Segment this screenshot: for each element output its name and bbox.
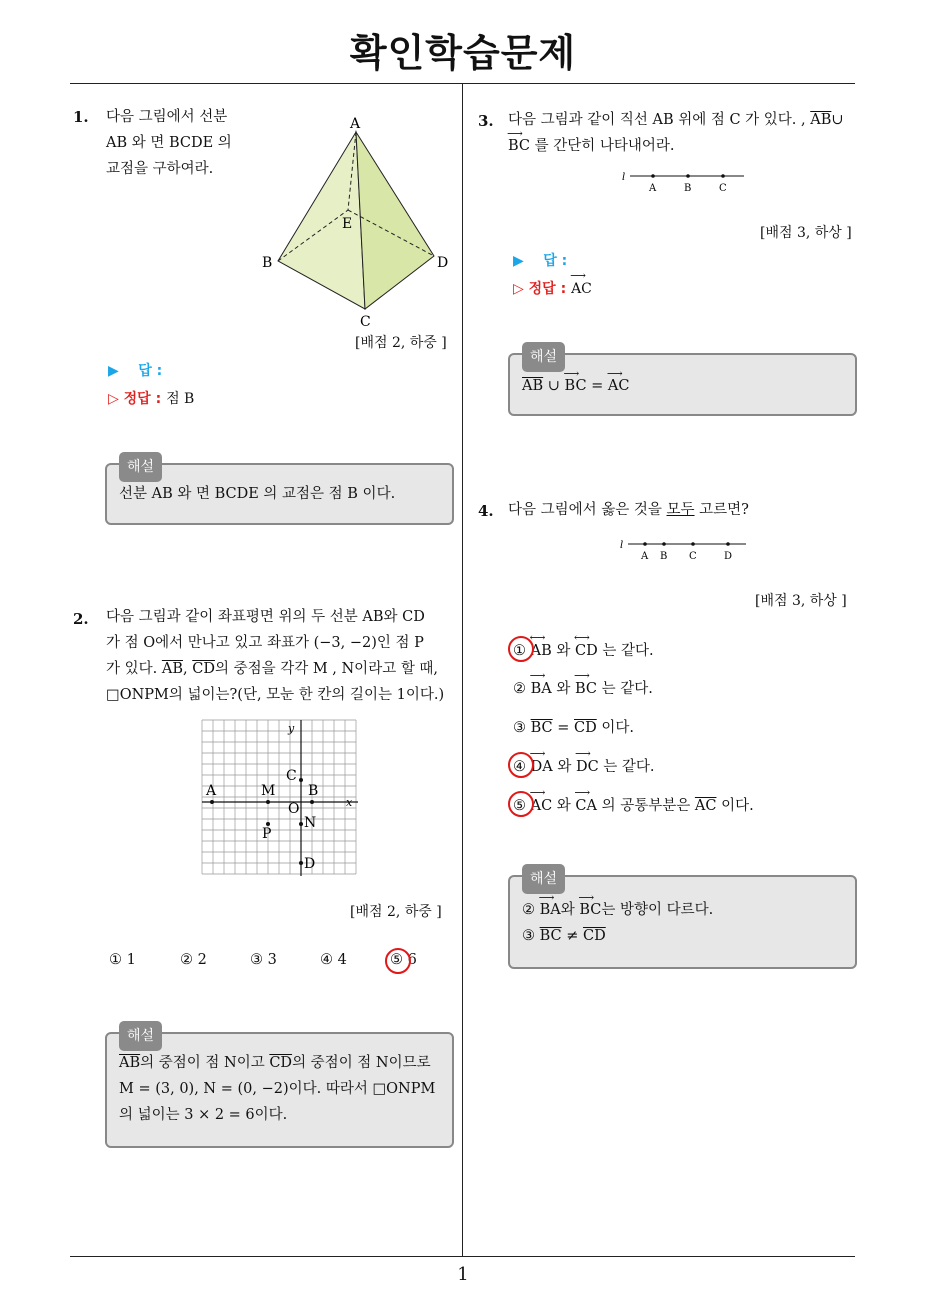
- point-d: [726, 542, 730, 546]
- q3-exp-cup: ∪: [547, 378, 560, 394]
- q2-exp-line3: 의 넓이는 3 × 2 = 6이다.: [119, 1107, 288, 1123]
- q4-exp2-num: ③: [522, 928, 535, 944]
- point-a: [651, 174, 655, 178]
- q4-text-b: 고르면?: [699, 502, 749, 518]
- q4-exp1-m: 와: [560, 902, 575, 918]
- q4-opt5-a: ⟶ AC: [531, 798, 553, 814]
- q4-exp-line1: [522, 897, 843, 923]
- q3-line2: [508, 133, 863, 159]
- label-c: C: [360, 314, 371, 330]
- triangle-outline-icon: ▷: [108, 391, 119, 407]
- label-a: A: [649, 183, 657, 194]
- q2-line3-b: 의 중점을 각각 M , N이라고 할 때,: [214, 661, 439, 677]
- point-c: [299, 778, 303, 782]
- selected-circle-icon: [508, 636, 534, 662]
- q1-correct-label: 정답 :: [123, 391, 162, 407]
- q2-line3-ab: $\overline{AB}$: [161, 661, 183, 677]
- q2-line3-comma: ,: [183, 661, 188, 677]
- q1-pyramid-figure: [258, 110, 458, 335]
- q3-line2-b: 를 간단히 나타내어라.: [534, 138, 675, 154]
- q4-exp1-num: ②: [522, 902, 535, 918]
- q2-exp-line2: M = (3, 0), N = (0, −2)이다. 따라서 □ONPM: [119, 1081, 436, 1097]
- point-b: [662, 542, 666, 546]
- q3-exp-ab: $\overline{AB}$: [522, 378, 544, 394]
- q4-opt1-e: 는 같다.: [602, 643, 654, 659]
- q4-option-5[interactable]: [513, 794, 754, 815]
- q4-explanation-tag: 해설: [522, 864, 565, 894]
- label-e: E: [342, 216, 353, 232]
- q3-line-figure: [618, 166, 748, 194]
- q2-explanation-box: [105, 1028, 454, 1148]
- q4-opt3-a: $\overline{BC}$: [530, 720, 553, 736]
- y-axis-label: y: [288, 722, 295, 735]
- label-b: B: [660, 551, 668, 562]
- q3-explanation-tag: 해설: [522, 342, 565, 372]
- q4-explanation-box: [508, 871, 857, 969]
- triangle-filled-icon: ▶: [108, 363, 119, 379]
- q4-opt4-num: ④: [513, 759, 526, 775]
- q4-opt5-e: 이다.: [721, 798, 754, 814]
- label-b: B: [308, 783, 319, 799]
- point-a: [210, 800, 214, 804]
- q2-exp-ab: $\overline{AB}$: [119, 1055, 141, 1071]
- page-number: 1: [457, 1264, 469, 1285]
- label-m: M: [261, 783, 276, 799]
- q4-line-figure: [616, 534, 750, 562]
- q4-opt2-b: ⟶ BC: [575, 681, 597, 697]
- label-p: P: [262, 826, 272, 842]
- q4-text-a: 다음 그림에서 옳은 것을: [508, 502, 662, 518]
- q2-option-2[interactable]: ② 2: [180, 952, 207, 968]
- q4-number: 4.: [478, 502, 494, 520]
- q4-exp2-m: ≠: [566, 928, 579, 944]
- q4-option-1[interactable]: [513, 639, 654, 660]
- q1-correct-value: 점 B: [166, 391, 195, 407]
- q4-exp2-a: $\overline{BC}$: [539, 928, 562, 944]
- q4-opt5-m2: 의 공통부분은: [601, 798, 691, 814]
- q2-explanation-tag: 해설: [119, 1021, 162, 1051]
- triangle-outline-icon: ▷: [513, 281, 524, 297]
- point-a: [643, 542, 647, 546]
- q4-exp1-b: ⟶ BC: [579, 897, 601, 923]
- q1-explanation-box: [105, 459, 454, 525]
- q3-correct-label: 정답 :: [528, 281, 567, 297]
- bottom-rule: [70, 1256, 855, 1257]
- q1-line1: 다음 그림에서 선분: [106, 109, 228, 125]
- q4-exp2-b: $\overline{CD}$: [583, 928, 606, 944]
- q2-line3: [106, 656, 458, 682]
- q4-exp-line2: [522, 923, 843, 949]
- point-b: [310, 800, 314, 804]
- q3-line1-a: 다음 그림과 같이 직선 AB 위에 점 C 가 있다. ,: [508, 112, 806, 128]
- q4-opt1-num: ①: [513, 643, 526, 659]
- q2-line3-cd: $\overline{CD}$: [192, 661, 215, 677]
- q4-opt4-e: 는 같다.: [603, 759, 655, 775]
- q2-line2: 가 점 O에서 만나고 있고 좌표가 (−3, −2)인 점 P: [106, 635, 424, 651]
- q4-opt3-m: =: [557, 720, 570, 736]
- q3-text: [508, 107, 863, 159]
- q2-text: [106, 604, 458, 708]
- selected-circle-icon: [508, 752, 534, 778]
- point-n: [299, 822, 303, 826]
- q2-line3-a: 가 있다.: [106, 661, 158, 677]
- q4-option-2[interactable]: [513, 677, 653, 698]
- q1-answer-label: 답 :: [138, 363, 163, 379]
- label-d: D: [724, 551, 733, 562]
- q4-score: [배점 3, 하상 ]: [755, 593, 847, 609]
- label-b: B: [684, 183, 692, 194]
- q3-exp-ac: ⟶ AC: [608, 373, 630, 399]
- selected-circle-icon: [508, 791, 534, 817]
- label-a: A: [206, 783, 217, 799]
- q4-opt4-a: ⟶ DA: [531, 759, 553, 775]
- q4-exp1-a: ⟶ BA: [540, 897, 561, 923]
- q2-option-4[interactable]: ④ 4: [320, 952, 347, 968]
- q4-opt4-m: 와: [557, 759, 572, 775]
- q2-option-3[interactable]: ③ 3: [250, 952, 277, 968]
- q4-opt3-num: ③: [513, 720, 526, 736]
- q3-explanation-box: [508, 349, 857, 416]
- q4-text-underlined: 모두: [666, 502, 695, 518]
- q4-opt2-m: 와: [556, 681, 571, 697]
- q4-opt2-e: 는 같다.: [601, 681, 653, 697]
- label-d: D: [304, 856, 316, 872]
- page-title: 확인학습문제: [349, 31, 577, 75]
- q1-score: [배점 2, 하중 ]: [355, 335, 447, 351]
- point-c: [721, 174, 725, 178]
- q2-exp-l1-b: 의 중점이 점 N이므로: [292, 1055, 431, 1071]
- q4-opt1-b: ⟷ CD: [575, 643, 598, 659]
- q4-opt1-a: ⟷ AB: [531, 643, 552, 659]
- q3-line1-ab: $\overline{AB}$: [810, 112, 832, 128]
- x-axis-label: x: [346, 796, 353, 809]
- label-o: O: [288, 801, 300, 817]
- q4-opt4-b: ⟶ DC: [576, 759, 599, 775]
- q2-line1: 다음 그림과 같이 좌표평면 위의 두 선분 AB와 CD: [106, 609, 425, 625]
- q4-opt5-b: ⟶ CA: [575, 798, 597, 814]
- point-b: [686, 174, 690, 178]
- q4-opt1-m: 와: [556, 643, 571, 659]
- q3-correct-row: [513, 278, 592, 298]
- q2-coordinate-grid: [200, 718, 362, 878]
- selected-circle-icon: [385, 948, 411, 974]
- q1-correct-row: [108, 388, 194, 408]
- q1-text: [106, 104, 256, 182]
- q3-exp-bc: ⟶ BC: [565, 373, 587, 399]
- q4-option-4[interactable]: [513, 755, 655, 776]
- label-c: C: [719, 183, 727, 194]
- label-a: A: [350, 116, 361, 132]
- q3-line1: [508, 107, 863, 133]
- label-a: A: [641, 551, 649, 562]
- point-d: [299, 861, 303, 865]
- q4-option-3[interactable]: [513, 716, 634, 737]
- q1-explanation-text: 선분 AB 와 면 BCDE 의 교점은 점 B 이다.: [119, 486, 396, 502]
- line-label-l: l: [622, 172, 626, 183]
- q3-answer-label: 답 :: [543, 253, 568, 269]
- q2-score: [배점 2, 하중 ]: [350, 904, 442, 920]
- q2-exp-cd: $\overline{CD}$: [269, 1055, 293, 1071]
- q4-text: [508, 497, 863, 523]
- q2-exp-line1: [119, 1050, 440, 1076]
- q1-number: 1.: [73, 108, 89, 126]
- point-m: [266, 800, 270, 804]
- q3-score: [배점 3, 하상 ]: [760, 225, 852, 241]
- q4-exp1-e: 는 방향이 다르다.: [601, 902, 714, 918]
- q3-exp-eq: =: [591, 378, 604, 394]
- q2-number: 2.: [73, 610, 89, 628]
- column-divider: [462, 84, 463, 1256]
- q4-opt5-c: $\overline{AC}$: [694, 798, 717, 814]
- q1-explanation-tag: 해설: [119, 452, 162, 482]
- q3-answer-row: [513, 250, 567, 270]
- q3-explanation-text: [522, 373, 843, 399]
- q1-line2: AB 와 면 BCDE 의: [106, 135, 232, 151]
- q4-opt2-a: ⟶ BA: [531, 681, 552, 697]
- q4-opt3-e: 이다.: [601, 720, 634, 736]
- q3-correct-value: ⟶ AC: [571, 281, 592, 297]
- q2-line4: □ONPM의 넓이는?(단, 모눈 한 칸의 길이는 1이다.): [106, 687, 445, 703]
- q2-option-1[interactable]: ① 1: [109, 952, 136, 968]
- point-c: [691, 542, 695, 546]
- label-d: D: [437, 255, 449, 271]
- label-b: B: [262, 255, 273, 271]
- line-label-l: l: [620, 540, 624, 551]
- q4-opt2-num: ②: [513, 681, 526, 697]
- q2-option-5[interactable]: ⑤ 6: [390, 952, 417, 968]
- q1-line3: 교점을 구하여라.: [106, 161, 214, 177]
- q2-exp-l1-a: 의 중점이 점 N이고: [140, 1055, 265, 1071]
- label-c: C: [286, 768, 297, 784]
- label-c: C: [689, 551, 697, 562]
- q4-opt5-num: ⑤: [513, 798, 526, 814]
- label-n: N: [304, 815, 317, 831]
- triangle-filled-icon: ▶: [513, 253, 524, 269]
- q4-opt5-m: 와: [556, 798, 571, 814]
- q3-line1-cup: ∪: [831, 112, 844, 128]
- q3-line2-bc: ⟶ BC: [508, 133, 530, 159]
- q4-opt3-b: $\overline{CD}$: [574, 720, 597, 736]
- q3-number: 3.: [478, 112, 494, 130]
- q1-answer-row: [108, 360, 162, 380]
